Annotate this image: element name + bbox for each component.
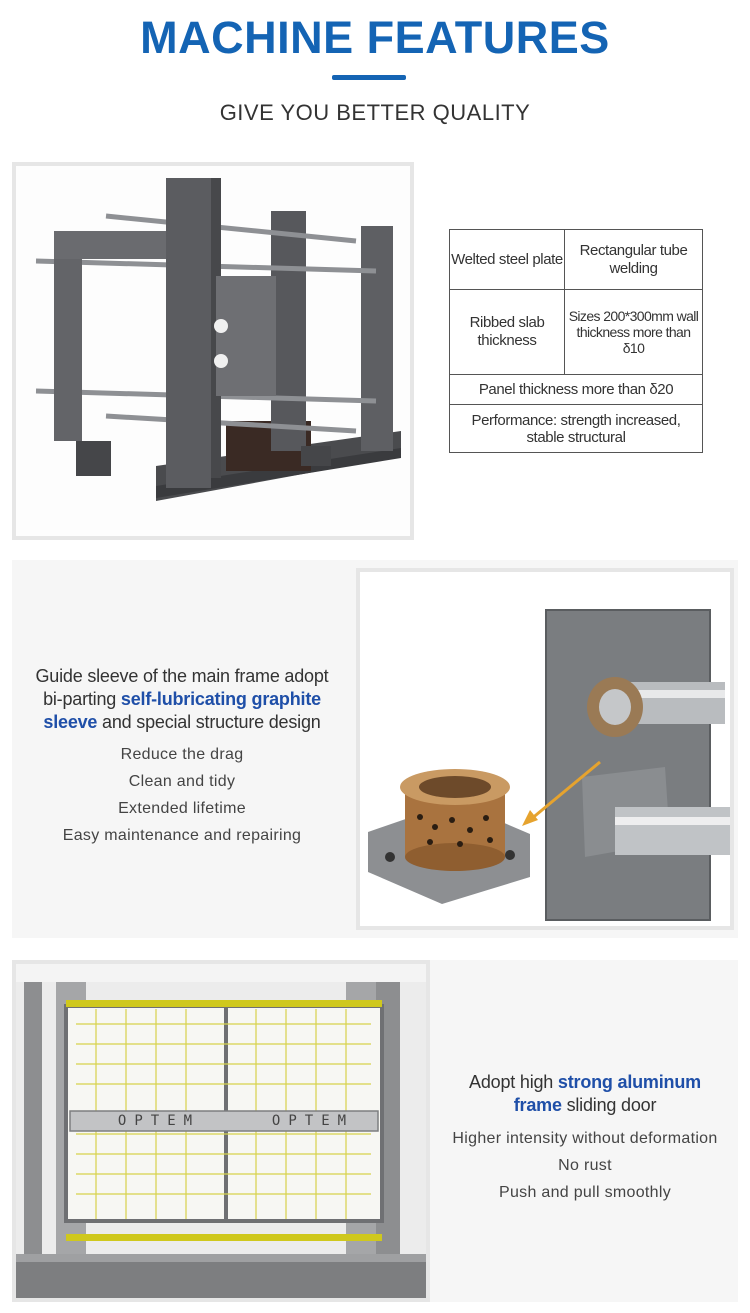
spec-cell: Rectangular tube welding bbox=[565, 230, 703, 290]
guide-sleeve-bullets bbox=[12, 741, 352, 849]
spec-cell: Performance: strength increased, stable structural bbox=[450, 405, 703, 453]
spec-cell: Welted steel plate bbox=[450, 230, 565, 290]
page-subtitle: GIVE YOU BETTER QUALITY bbox=[219, 100, 531, 125]
list-item: Reduce the drag bbox=[120, 746, 244, 763]
list-item: Easy maintenance and repairing bbox=[62, 827, 302, 844]
sliding-door-illustration bbox=[16, 964, 426, 1298]
sliding-door-bullets bbox=[432, 1125, 738, 1206]
list-item: Higher intensity without deformation bbox=[452, 1130, 718, 1147]
guide-sleeve-heading: Guide sleeve of the main frame adopt bi-parting self-lubricating graphite sleeve and special structure design bbox=[35, 666, 329, 732]
guide-sleeve-photo bbox=[356, 568, 734, 930]
list-item: Push and pull smoothly bbox=[498, 1184, 672, 1201]
main-frame-photo bbox=[12, 162, 414, 540]
door-brand-left: OPTEM bbox=[117, 1113, 201, 1129]
spec-cell: Sizes 200*300mm wall thickness more than δ10 bbox=[565, 290, 703, 375]
list-item: No rust bbox=[558, 1157, 612, 1174]
sliding-door-heading: Adopt high strong aluminum frame sliding door bbox=[469, 1072, 701, 1115]
graphite-sleeve-illustration bbox=[360, 572, 730, 926]
door-brand-right: OPTEM bbox=[271, 1113, 355, 1129]
guide-sleeve-text bbox=[12, 665, 352, 849]
list-item: Clean and tidy bbox=[128, 773, 236, 790]
spec-table bbox=[449, 229, 703, 453]
spec-cell: Panel thickness more than δ20 bbox=[450, 375, 703, 405]
list-item: Extended lifetime bbox=[118, 800, 246, 817]
title-underline bbox=[332, 75, 406, 80]
page-title: MACHINE FEATURES bbox=[140, 12, 610, 63]
spec-cell: Ribbed slab thickness bbox=[450, 290, 565, 375]
sliding-door-text bbox=[432, 1071, 738, 1206]
main-frame-illustration bbox=[16, 166, 410, 536]
sliding-door-photo bbox=[12, 960, 430, 1302]
